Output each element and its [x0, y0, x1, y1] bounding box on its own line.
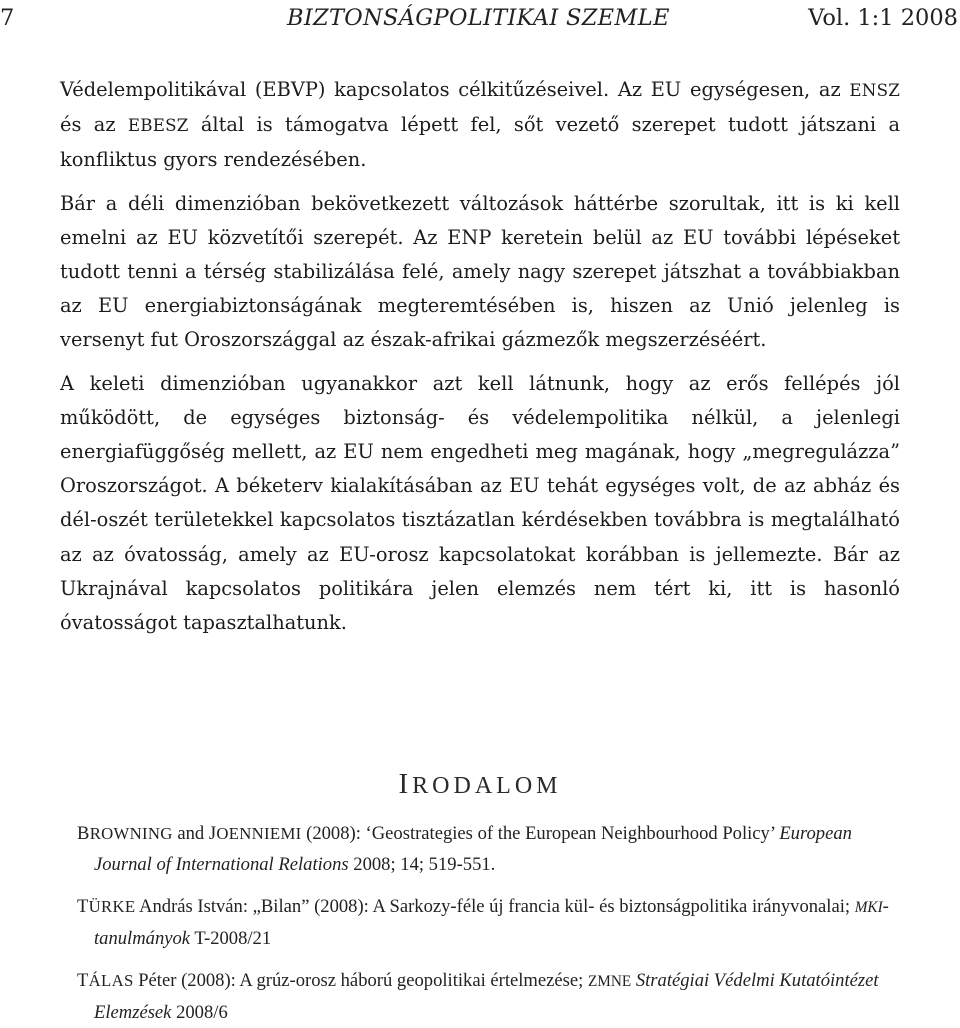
- reference-text: (2008): A grúz-orosz háború geopolitikai értelmezése;: [181, 970, 588, 991]
- paragraph-1-part: és az: [60, 113, 128, 137]
- reference-given-name: Péter: [133, 970, 182, 991]
- reference-author: [77, 824, 173, 843]
- paragraph-3: A keleti dimenzióban ugyanakkor azt kell látnunk, hogy az erős fellépés jól működött, de egységes biztonság- és védelempolitika nélkül, a jelenlegi energiafüggőség mellett, az EU nem engedheti meg magának, hogy „megregulázza” Oroszországot. A béketerv kialakításában az EU tehát egységes volt, de az abház és dél-oszét területekkel kapcsolatos tisztázatlan kérdésekben továbbra is megtalálható az az óvatosság, amely az EU-orosz kapcsolatokat korábban is jellemezte. Bár az Ukrajnával kapcsolatos politikára jelen elemzés nem tért ki, itt is hasonló óvatosságot tapasztalhatunk.: [60, 371, 900, 635]
- paragraph-2: Bár a déli dimenzióban bekövetkezett változások háttérbe szorultak, itt is ki kell emelni az EU közvetítői szerepét. Az ENP keretein belül az EU további lépéseket tudott tenni a térség stabilizálása felé, amely nagy szerepet játszhat a továbbiakban az EU energiabiztonságának megteremtésében is, hiszen az Unió jelenleg is versenyt fut Oroszországgal az észak-afrikai gázmezők megszerzéséért.: [60, 191, 900, 352]
- running-header: [0, 5, 960, 35]
- paragraph-1-part: által is támogatva lépett fel, sőt vezető szerepet tudott játszani a konfliktus gyors rendezésében.: [60, 113, 901, 172]
- abbr-ensz: ENSZ: [849, 81, 900, 100]
- reference-given-name: András István:: [135, 896, 253, 917]
- article-body: [60, 73, 900, 640]
- journal-title: BIZTONSÁGPOLITIKAI SZEMLE: [287, 5, 670, 31]
- reference-text: „Bilan” (2008): A Sarkozy-féle új francia kül- és biztonságpolitika irányvonalai;: [252, 896, 855, 917]
- author-rest: OENNIEMI: [216, 824, 302, 843]
- abbr-ebesz: EBESZ: [127, 116, 189, 136]
- reference-text: (2008): ‘Geostrategies of the European Neighbourhood Policy’: [301, 823, 780, 844]
- reference-author: [209, 824, 302, 843]
- paragraph-1: [60, 73, 900, 178]
- series-abbr: MKI: [854, 899, 883, 916]
- reference-details: 2008/6: [171, 1002, 228, 1023]
- author-rest: ÜRKE: [88, 897, 136, 916]
- volume-info: Vol. 1:1 2008: [808, 5, 958, 31]
- references-list: [77, 818, 909, 1028]
- page-number: 7: [0, 5, 15, 31]
- references-heading: [0, 768, 960, 801]
- author-rest: ROWNING: [89, 824, 173, 843]
- reference-author: [77, 971, 134, 990]
- author-initial: B: [77, 823, 90, 844]
- reference-item: [77, 965, 909, 1028]
- reference-details: T-2008/21: [190, 928, 272, 949]
- author-initial: T: [77, 896, 89, 917]
- reference-conjunction: and: [172, 823, 209, 844]
- series-rest: -tanulmányok: [94, 896, 889, 949]
- reference-journal: European Journal of International Relations: [94, 823, 852, 875]
- author-initial: J: [208, 823, 217, 844]
- paragraph-1-part: Védelempolitikával (EBVP) kapcsolatos célkitűzéseivel. Az EU egységesen, az: [60, 78, 850, 101]
- reference-author: [77, 897, 135, 916]
- org-abbr: ZMNE: [587, 973, 632, 990]
- reference-item: [77, 818, 909, 880]
- references-heading-initial: I: [398, 768, 413, 800]
- reference-details: 2008; 14; 519-551.: [348, 854, 496, 875]
- author-rest: ÁLAS: [88, 971, 134, 990]
- reference-series: Stratégiai Védelmi Kutatóintézet Elemzések: [94, 970, 879, 1023]
- author-initial: T: [77, 970, 89, 991]
- references-heading-rest: RODALOM: [412, 773, 562, 799]
- reference-item: [77, 891, 909, 954]
